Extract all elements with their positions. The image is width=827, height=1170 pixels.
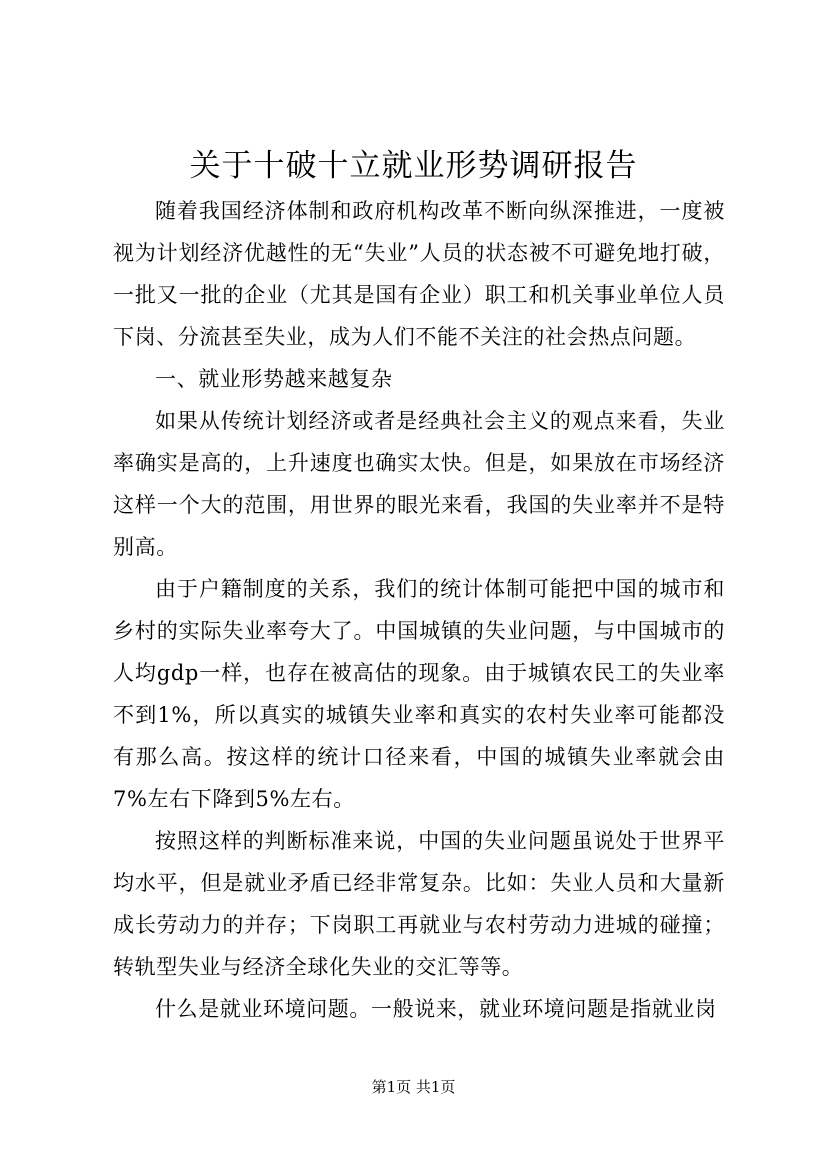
paragraph: 如果从传统计划经济或者是经典社会主义的观点来看，失业率确实是高的，上升速度也确实太快。但是，如果放在市场经济这样一个大的范围，用世界的眼光来看，我国的失业率并不是特别高。: [113, 409, 725, 559]
section-heading: 一、就业形势越来越复杂: [155, 367, 393, 391]
paragraph-intro: 随着我国经济体制和政府机构改革不断向纵深推进，一度被视为计划经济优越性的无“失业”人员的状态被不可避免地打破，一批又一批的企业（尤其是国有企业）职工和机关事业单位人员下岗、分流甚至失业，成为人们不能不关注的社会热点问题。: [113, 199, 725, 349]
paragraph: 按照这样的判断标准来说，中国的失业问题虽说处于世界平均水平，但是就业矛盾已经非常复杂。比如：失业人员和大量新成长劳动力的并存；下岗职工再就业与农村劳动力进城的碰撞；转轨型失业与经济全球化失业的交汇等等。: [113, 829, 725, 979]
document-body: [113, 190, 725, 1030]
document-title: 关于十破十立就业形势调研报告: [189, 148, 638, 184]
paragraph: 由于户籍制度的关系，我们的统计体制可能把中国的城市和乡村的实际失业率夸大了。中国城镇的失业问题，与中国城市的人均gdp一样，也存在被高估的现象。由于城镇农民工的失业率不到1%，所以真实的城镇失业率和真实的农村失业率可能都没有那么高。按这样的统计口径来看，中国的城镇失业率就会由7%左右下降到5%左右。: [113, 577, 725, 811]
page-footer: 第1页 共1页: [371, 1078, 456, 1096]
paragraph: 什么是就业环境问题。一般说来，就业环境问题是指就业岗: [155, 997, 717, 1021]
